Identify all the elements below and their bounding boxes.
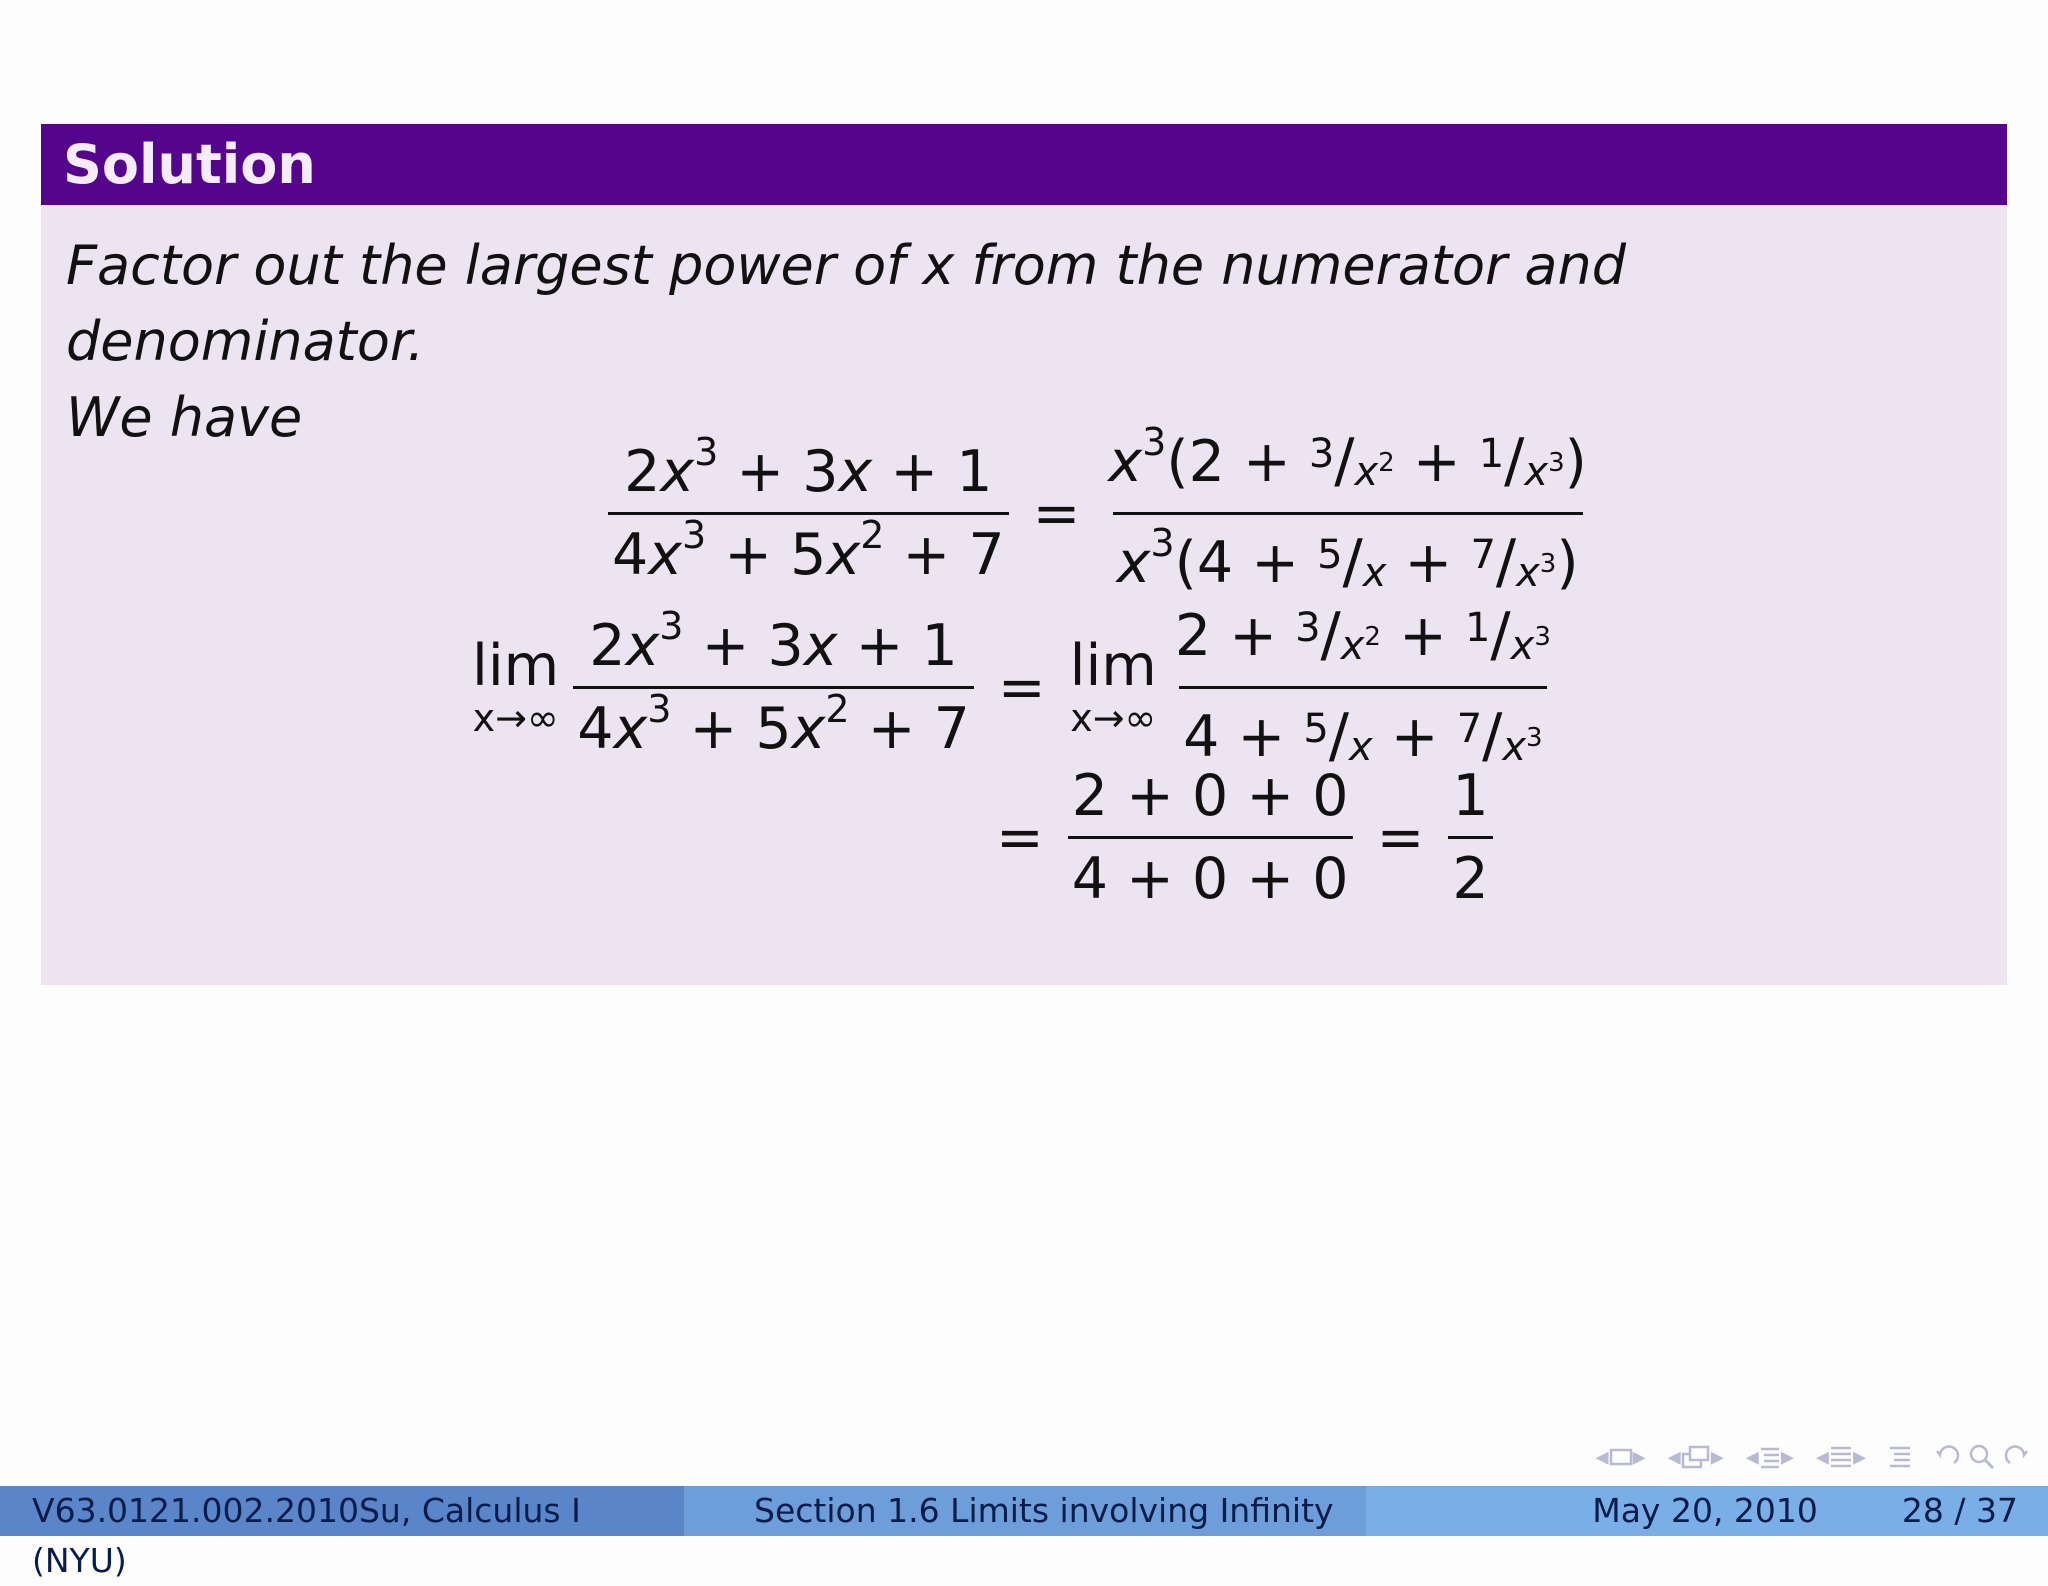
- navigation-bar: [1310, 1440, 2030, 1474]
- numerator: 2 + 0 + 0: [1071, 763, 1349, 829]
- intro-line-2: We have: [66, 386, 303, 449]
- back-icon: [1934, 1445, 1962, 1469]
- footer-section: Section 1.6 Limits involving Infinity: [684, 1486, 1366, 1536]
- search-nav[interactable]: [1934, 1443, 2030, 1471]
- numerator: $x^3(2 + ^3/x^2 + ^1/x^3)$: [1108, 420, 1587, 496]
- equals-sign: =: [1376, 804, 1425, 871]
- footer: [0, 1486, 2048, 1580]
- frames-stack-icon: [1681, 1444, 1711, 1470]
- fraction-left-1: [608, 430, 1009, 589]
- subsection-icon: [1759, 1445, 1781, 1469]
- section-icon: [1829, 1445, 1853, 1469]
- limit-operator-left: [472, 633, 560, 740]
- fraction-left-2: [573, 604, 974, 763]
- lim-word: lim: [472, 633, 560, 699]
- equals-sign: =: [996, 804, 1044, 871]
- footer-right: [1366, 1486, 2048, 1536]
- intro-line-1: Factor out the largest power of x from the numerator and denominator.: [66, 234, 1627, 373]
- document-nav[interactable]: [1888, 1445, 1912, 1469]
- equals-sign: =: [1032, 480, 1081, 547]
- numerator: 1: [1452, 763, 1489, 829]
- limit-operator-right: [1069, 633, 1157, 740]
- fraction-zeros: [1068, 762, 1353, 913]
- numerator: $2 + ^3/x^2 + ^1/x^3$: [1174, 600, 1551, 670]
- numerator: $2x^3 + 3x + 1$: [589, 604, 958, 679]
- denominator: $4 + ^5/x + ^7/x^3$: [1179, 686, 1547, 781]
- equation-row-2: [472, 594, 1555, 781]
- numerator: $2x^3 + 3x + 1$: [624, 430, 993, 505]
- footer-course: V63.0121.002.2010Su, Calculus I (NYU): [0, 1486, 684, 1536]
- lim-subscript: x→∞: [1070, 696, 1157, 740]
- denominator: 2: [1448, 836, 1492, 913]
- denominator: $4x^3 + 5x^2 + 7$: [573, 686, 974, 763]
- fraction-right-2: [1171, 594, 1555, 781]
- equals-sign: =: [997, 654, 1046, 721]
- denominator: $x^3(4 + ^5/x + ^7/x^3)$: [1113, 512, 1583, 607]
- forward-icon: [2002, 1445, 2030, 1469]
- lim-word: lim: [1069, 633, 1157, 699]
- fraction-right-1: [1104, 420, 1590, 607]
- toc-icon: [1888, 1445, 1912, 1469]
- frame-icon: [1609, 1447, 1633, 1467]
- search-icon: [1968, 1443, 1996, 1471]
- subsection-nav[interactable]: ◂ ▸: [1745, 1442, 1794, 1472]
- equation-row-3: [996, 762, 1493, 913]
- section-nav[interactable]: ◂ ▸: [1815, 1442, 1866, 1472]
- block-title: Solution: [41, 124, 2007, 205]
- footer-date: May 20, 2010: [1592, 1491, 1818, 1530]
- frame-nav[interactable]: ◂ ▸: [1595, 1442, 1646, 1472]
- lim-subscript: x→∞: [472, 696, 559, 740]
- fraction-result: [1448, 762, 1492, 913]
- equation-row-1: [608, 420, 1591, 607]
- denominator: 4 + 0 + 0: [1068, 836, 1353, 913]
- subsection-frames-nav[interactable]: ◂ ▸: [1667, 1442, 1724, 1472]
- denominator: $4x^3 + 5x^2 + 7$: [608, 512, 1009, 589]
- footer-page-number: 28 / 37: [1901, 1491, 2018, 1530]
